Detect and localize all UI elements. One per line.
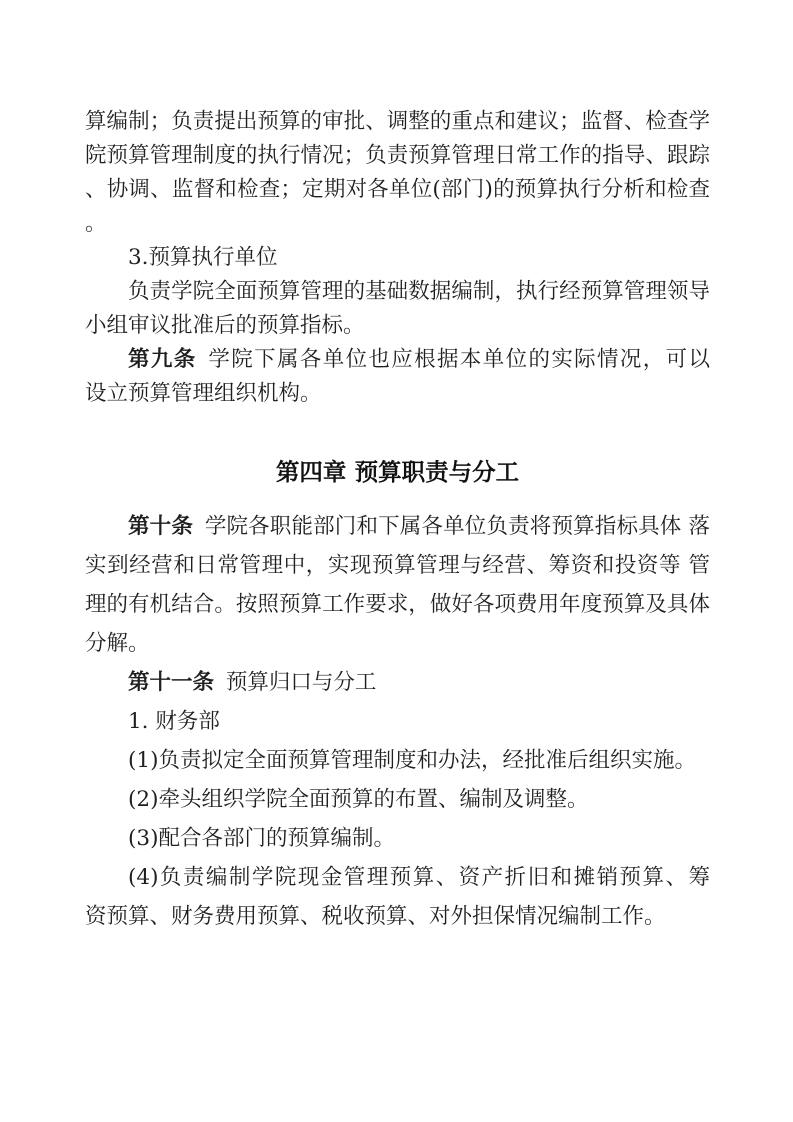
article-text: 学院下属各单位也应根据本单位的实际情况，可以	[208, 347, 710, 372]
article-term: 第十一条	[128, 670, 215, 695]
text-line: 小组审议批准后的预算指标。	[85, 313, 365, 338]
text-line: 资预算、财务费用预算、税收预算、对外担保情况编制工作。	[85, 904, 666, 929]
body-block-upper	[85, 105, 710, 411]
article-term: 第九条	[128, 347, 197, 372]
text-line: 院预算管理制度的执行情况；负责预算管理日常工作的指导、跟踪	[85, 143, 710, 168]
list-item-line: 1. 财务部	[128, 709, 220, 734]
list-item-line: (2)牵头组织学院全面预算的布置、编制及调整。	[128, 787, 589, 812]
article-line	[85, 507, 710, 546]
article-line	[85, 343, 710, 377]
text-line: 理的有机结合。按照预算工作要求，做好各项费用年度预算及具体	[85, 592, 710, 617]
list-item-line: (1)负责拟定全面预算管理制度和办法，经批准后组织实施。	[128, 748, 696, 773]
text-line: 实到经营和日常管理中，实现预算管理与经营、筹资和投资等 管	[85, 553, 710, 578]
list-item-line: (3)配合各部门的预算编制。	[128, 826, 395, 851]
text-line: 算编制；负责提出预算的审批、调整的重点和建议；监督、检查学	[85, 109, 710, 134]
text-line: 、协调、监督和检查；定期对各单位(部门)的预算执行分析和检查	[85, 177, 710, 202]
body-block-lower	[85, 507, 710, 936]
article-line	[85, 663, 710, 702]
article-term: 第十条	[128, 514, 193, 539]
text-line: 设立预算管理组织机构。	[85, 381, 322, 406]
article-text: 预算归口与分工	[225, 670, 377, 695]
list-item-line: 3.预算执行单位	[128, 245, 278, 270]
text-line: 负责学院全面预算管理的基础数据编制，执行经预算管理领导	[128, 279, 710, 304]
article-text: 学院各职能部门和下属各单位负责将预算指标具体 落	[204, 514, 710, 539]
list-item-line: (4)负责编制学院现金管理预算、资产折旧和摊销预算、筹	[128, 865, 710, 890]
text-line: 。	[85, 211, 107, 236]
text-line: 分解。	[85, 631, 150, 656]
chapter-heading: 第四章 预算职责与分工	[275, 458, 520, 486]
